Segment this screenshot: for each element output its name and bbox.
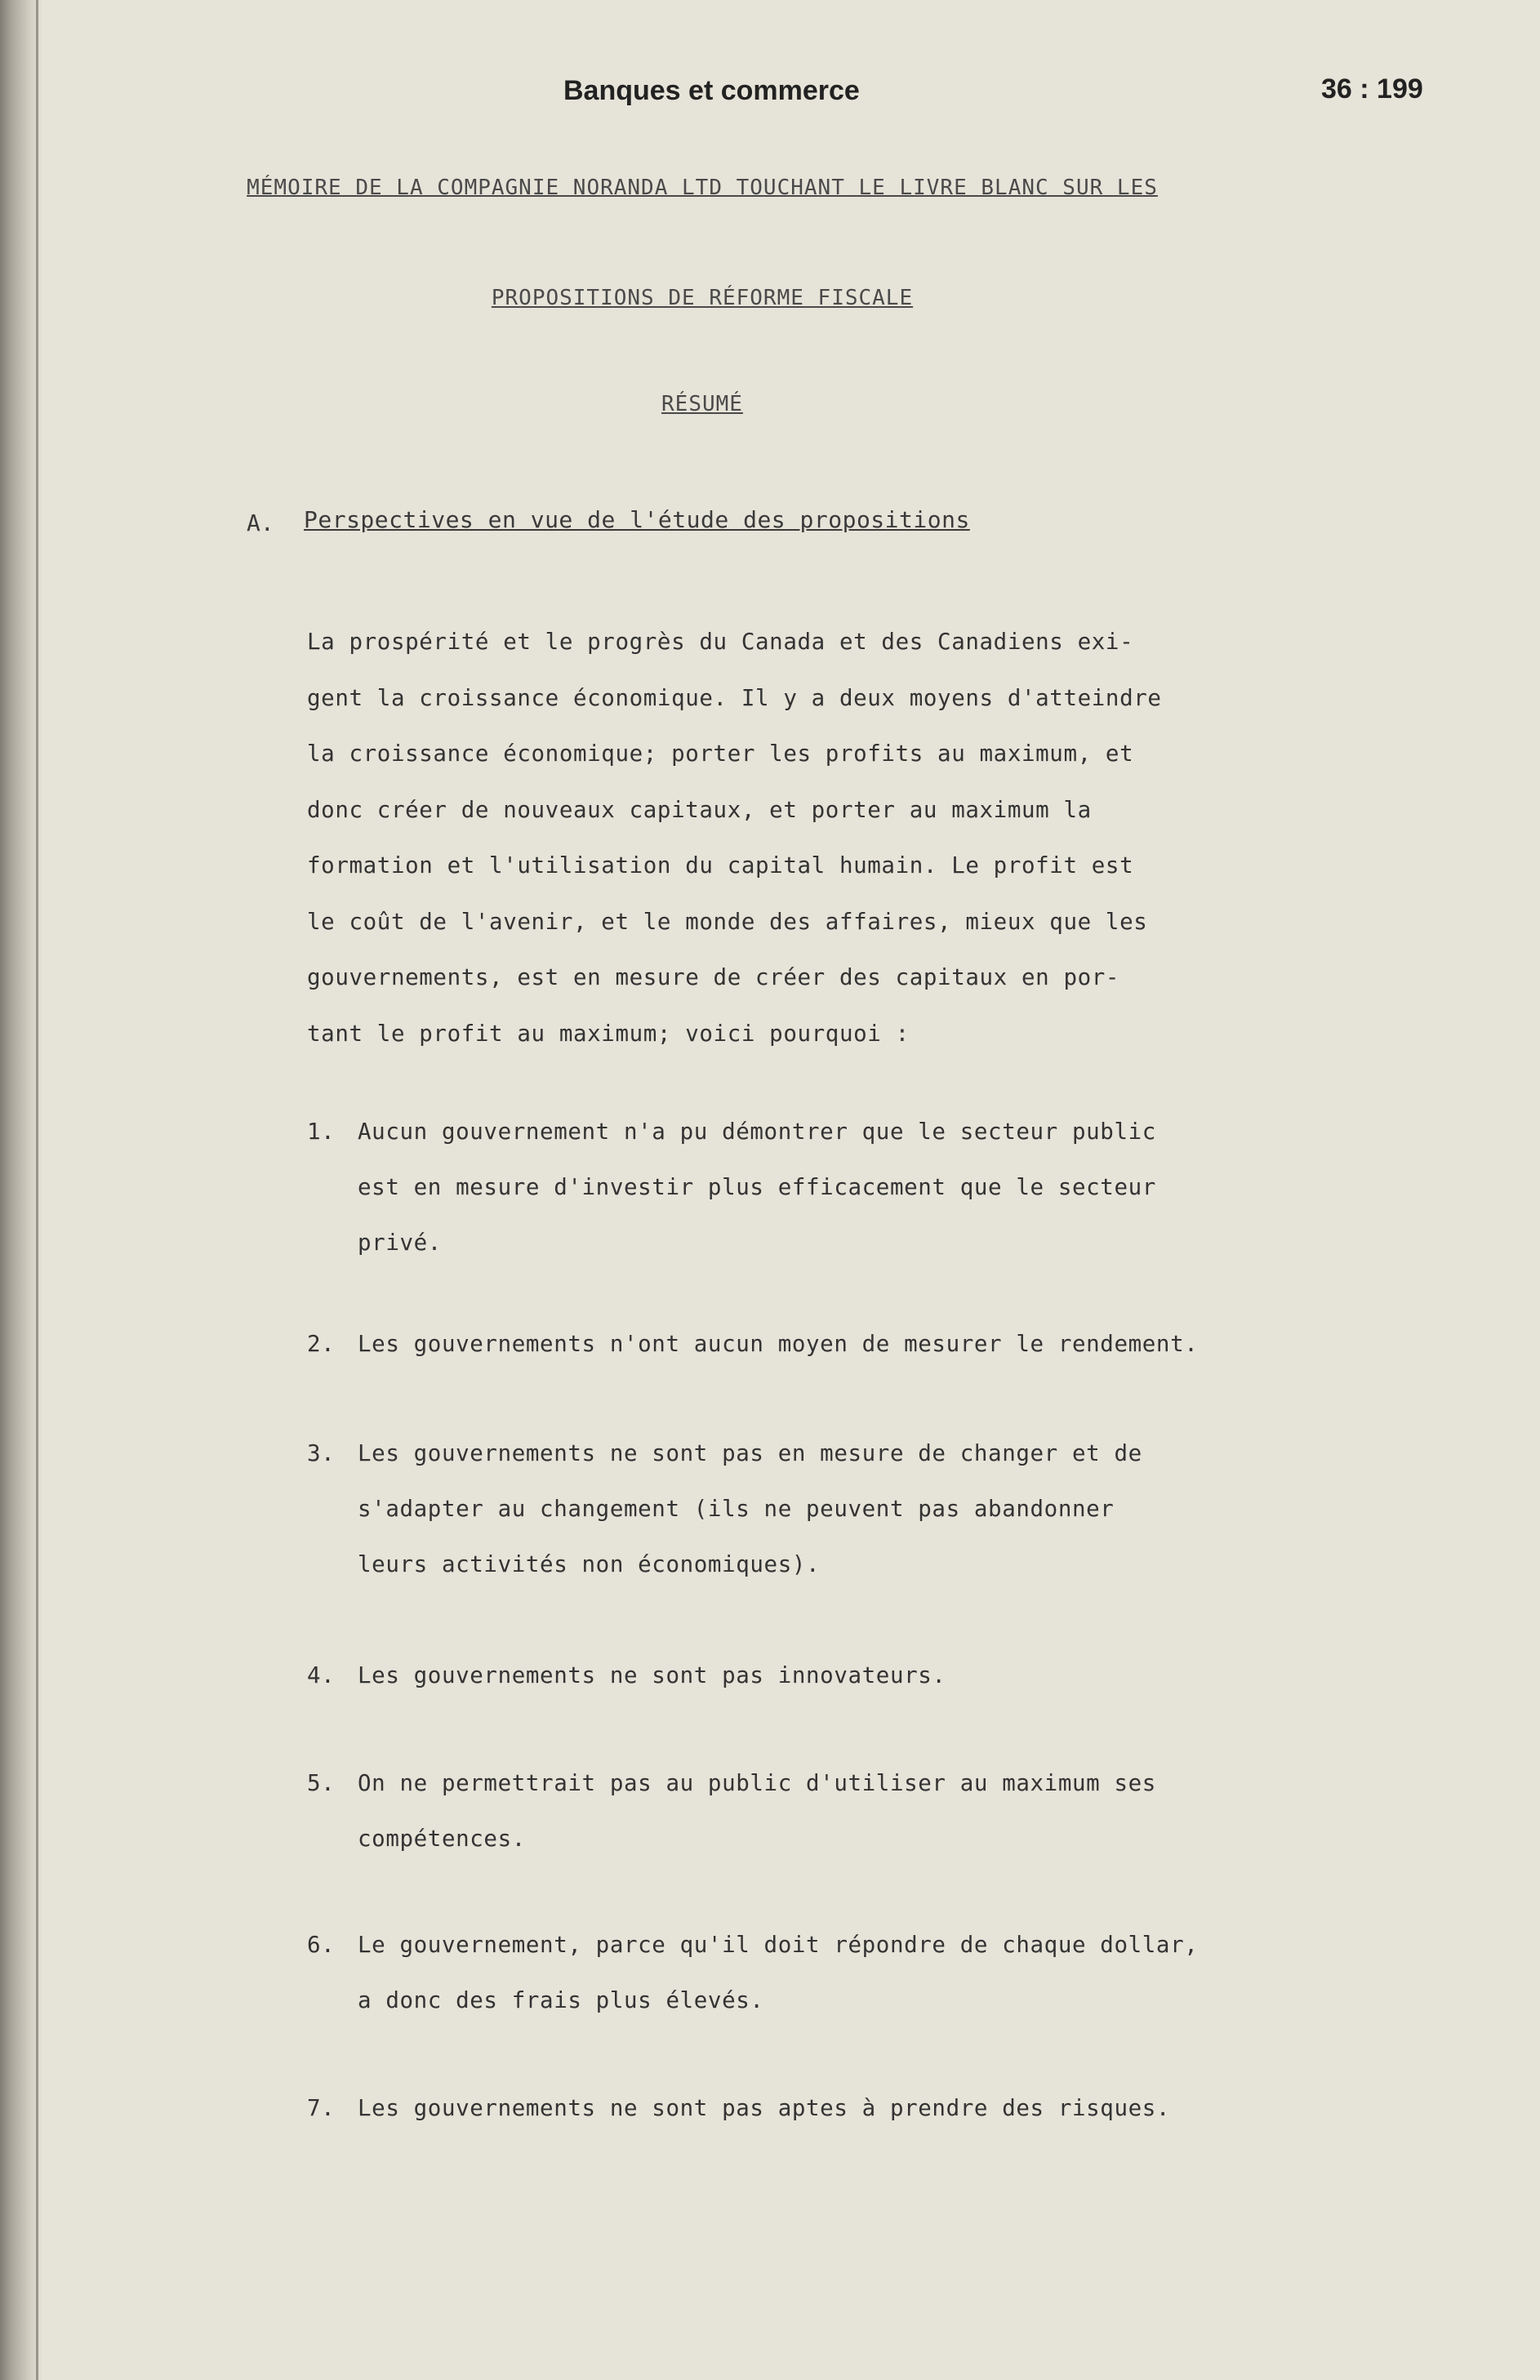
list-item-line: Aucun gouvernement n'a pu démontrer que le secteur public [358, 1119, 1156, 1145]
list-item-line: Les gouvernements ne sont pas innovateurs. [358, 1662, 946, 1688]
intro-line: gent la croissance économique. Il y a deux moyens d'atteindre [307, 684, 1162, 711]
intro-line: formation et l'utilisation du capital humain. Le profit est [307, 852, 1134, 879]
list-item-number: 5. [307, 1770, 336, 1796]
list-item-line: compétences. [358, 1826, 526, 1852]
list-item-line: est en mesure d'investir plus efficacement que le secteur [358, 1174, 1156, 1200]
intro-line: gouvernements, est en mesure de créer des capitaux en por- [307, 964, 1120, 990]
list-item-line: Les gouvernements ne sont pas aptes à prendre des risques. [358, 2095, 1171, 2121]
list-item-text [358, 1917, 1264, 2028]
list-item-line: leurs activités non économiques). [358, 1551, 821, 1577]
list-item-line: s'adapter au changement (ils ne peuvent pas abandonner [358, 1496, 1115, 1522]
intro-line: la croissance économique; porter les profits au maximum, et [307, 741, 1134, 767]
list-item-text [358, 1316, 1264, 1372]
resume-heading: RÉSUMÉ [661, 392, 743, 416]
list-item-line: Les gouvernements n'ont aucun moyen de mesurer le rendement. [358, 1331, 1199, 1357]
intro-line: tant le profit au maximum; voici pourquoi : [307, 1020, 910, 1047]
section-heading: Perspectives en vue de l'étude des propositions [304, 506, 970, 533]
document-subtitle: PROPOSITIONS DE RÉFORME FISCALE [491, 286, 914, 310]
list-item-text [358, 2080, 1264, 2136]
list-item-text [358, 1426, 1264, 1592]
list-item-number: 6. [307, 1932, 336, 1958]
list-item-number: 3. [307, 1440, 336, 1466]
list-item-text [358, 1648, 1264, 1703]
intro-line: La prospérité et le progrès du Canada et des Canadiens exi- [307, 629, 1134, 655]
list-item-line: Les gouvernements ne sont pas en mesure de changer et de [358, 1440, 1142, 1466]
list-item-text [358, 1104, 1264, 1270]
list-item-number: 2. [307, 1331, 336, 1357]
list-item-line: On ne permettrait pas au public d'utiliser au maximum ses [358, 1770, 1156, 1796]
list-item-line: privé. [358, 1230, 442, 1256]
page-number: 36 : 199 [1321, 73, 1423, 105]
list-item-number: 7. [307, 2095, 336, 2121]
list-item-line: Le gouvernement, parce qu'il doit répondre de chaque dollar, [358, 1932, 1199, 1958]
list-item-number: 1. [307, 1119, 336, 1145]
list-item-line: a donc des frais plus élevés. [358, 1987, 764, 2013]
intro-paragraph [307, 614, 1222, 1061]
intro-line: le coût de l'avenir, et le monde des affaires, mieux que les [307, 908, 1148, 935]
list-item-text [358, 1755, 1264, 1866]
running-header-title: Banques et commerce [563, 75, 860, 106]
list-item-number: 4. [307, 1662, 336, 1688]
intro-line: donc créer de nouveaux capitaux, et porter au maximum la [307, 796, 1092, 823]
document-title: MÉMOIRE DE LA COMPAGNIE NORANDA LTD TOUCHANT LE LIVRE BLANC SUR LES [247, 176, 1158, 200]
section-letter: A. [247, 509, 274, 536]
